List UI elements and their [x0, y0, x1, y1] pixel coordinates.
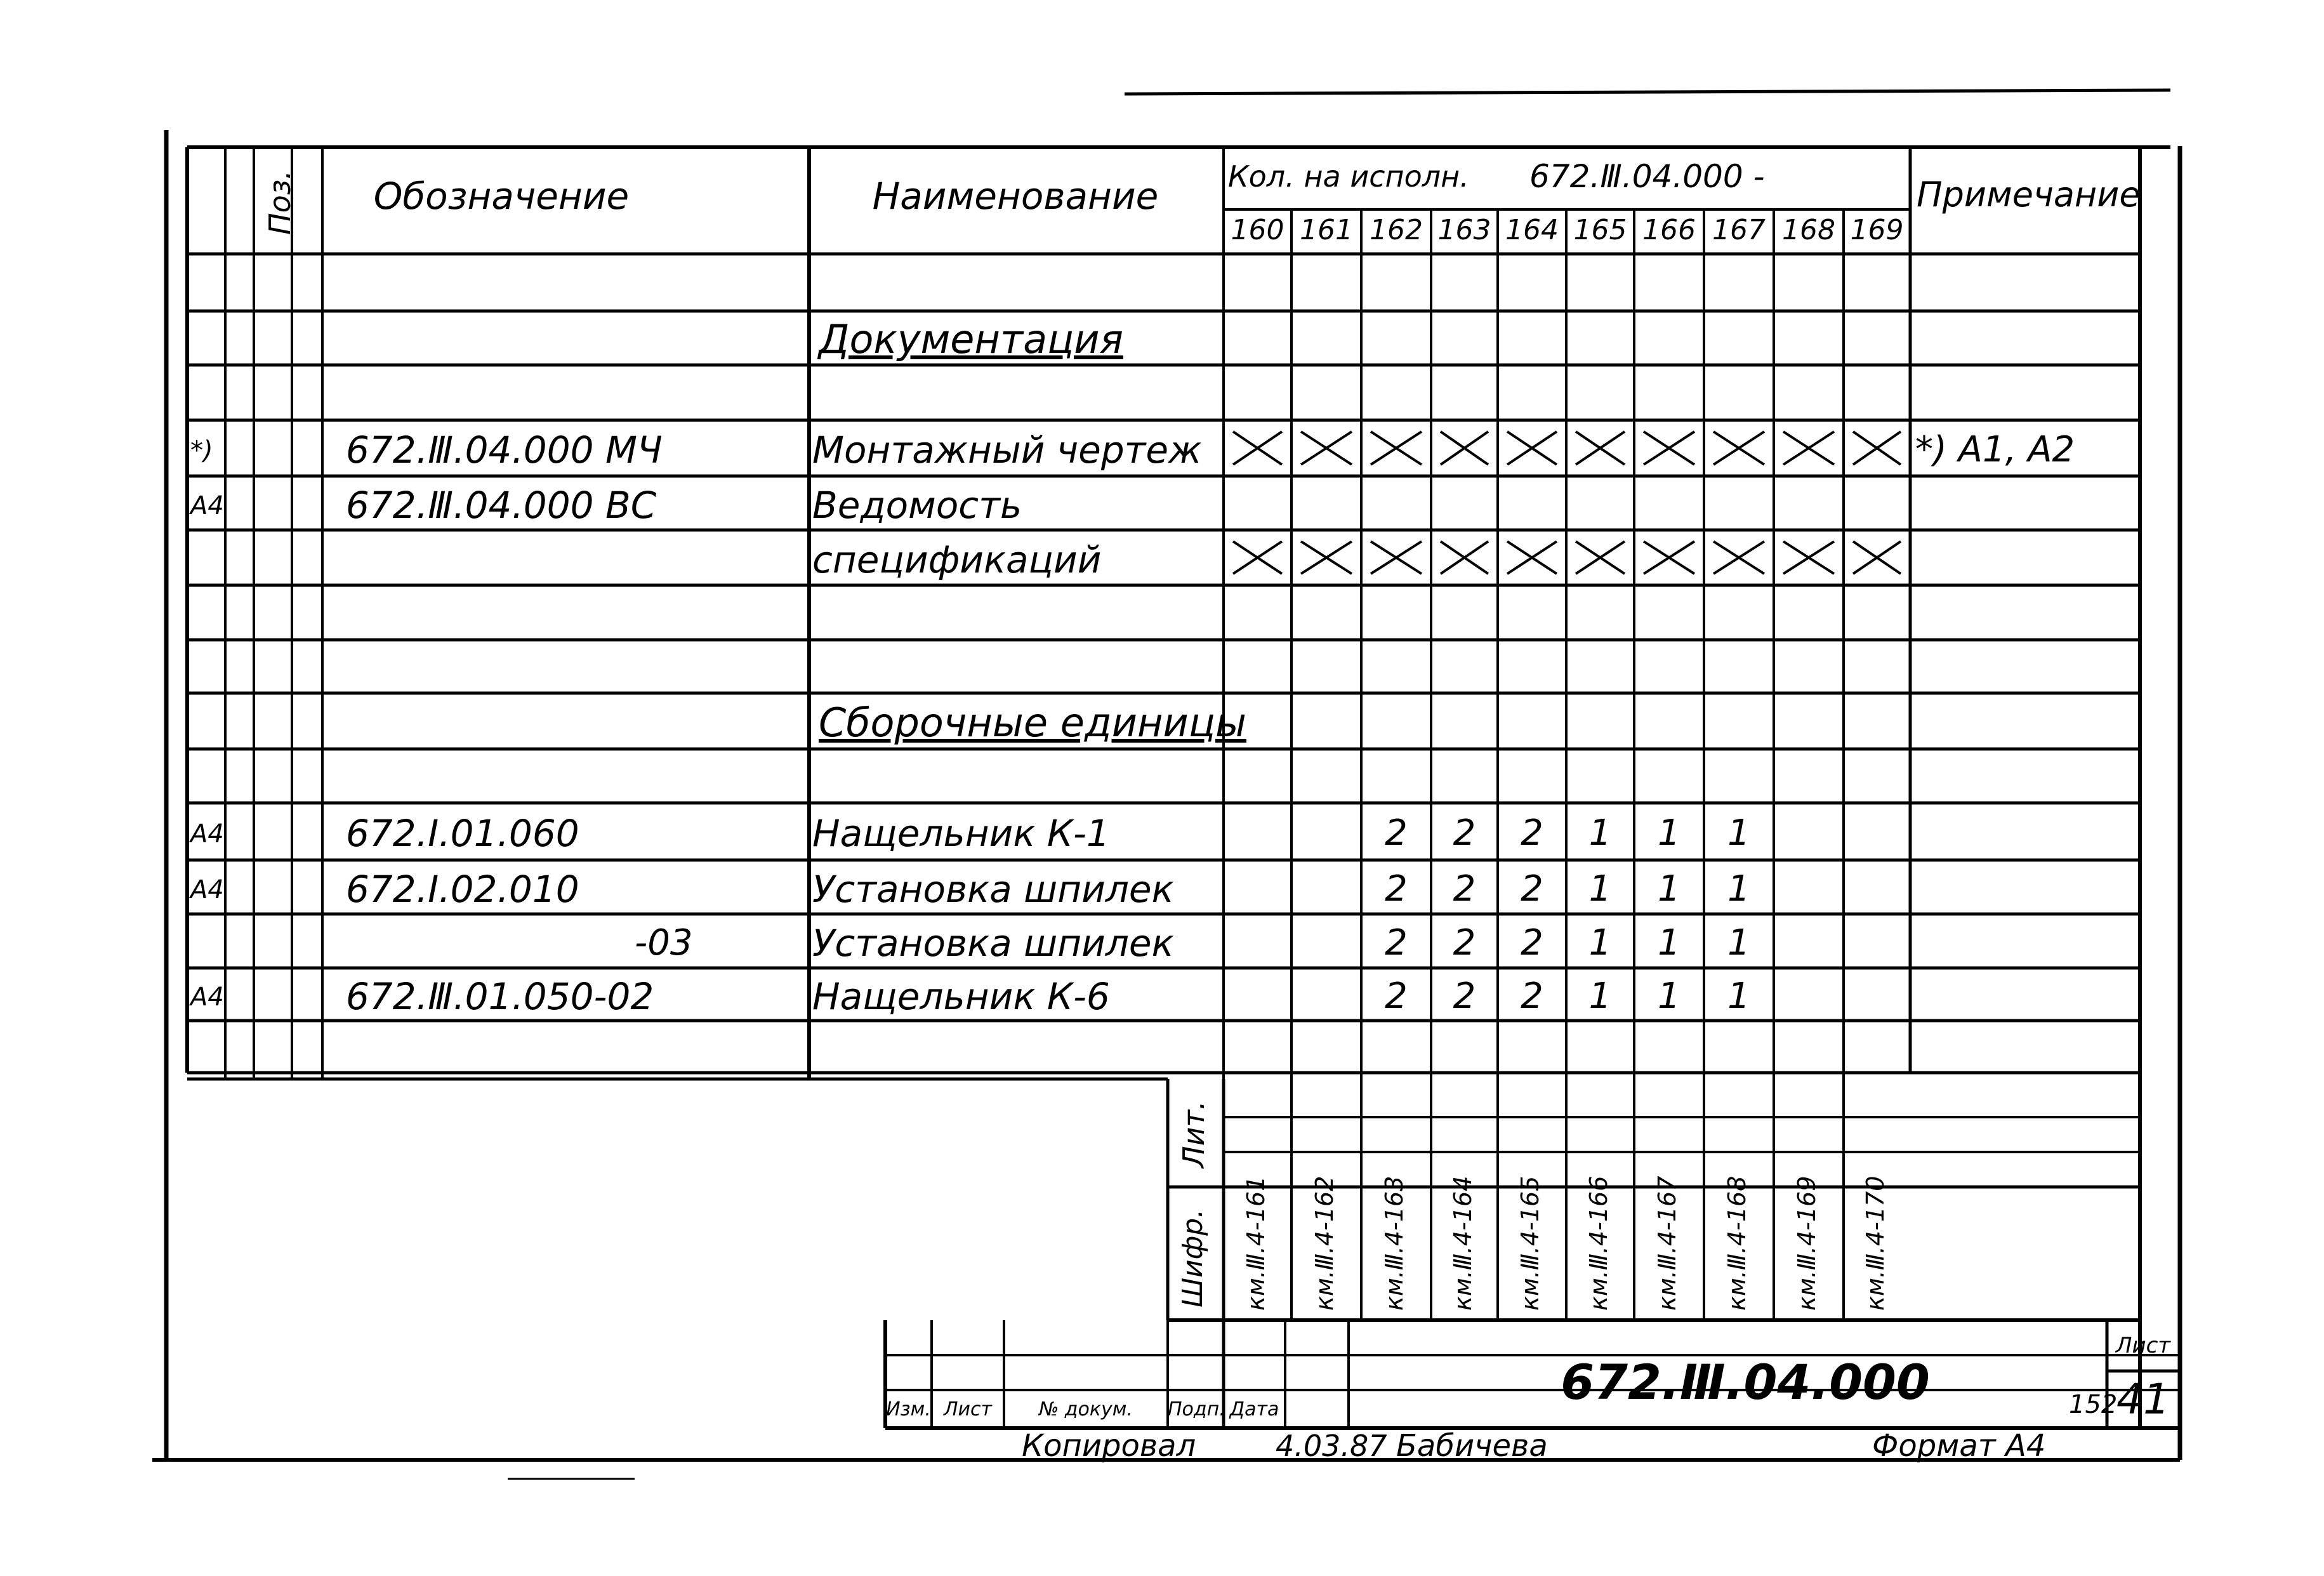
qty-value: 2	[1521, 922, 1543, 963]
row-designation: 672.Ⅰ.01.060	[346, 812, 579, 856]
document-code: 672.Ⅲ.04.000	[1561, 1354, 1930, 1411]
lit-label: Лит.	[1177, 1101, 1211, 1168]
qty-value: 1	[1588, 868, 1612, 910]
title-header-2: № докум.	[1039, 1398, 1133, 1420]
qty-value: 1	[1658, 975, 1680, 1017]
qty-value: 2	[1385, 812, 1408, 854]
qty-value: 2	[1385, 975, 1408, 1017]
variant-header-162: 162	[1370, 213, 1423, 246]
qty-value: 2	[1521, 812, 1543, 854]
cipher-label: Шифр.	[1177, 1208, 1209, 1308]
cipher-6: км.Ⅲ.4-167	[1653, 1175, 1681, 1311]
cipher-3: км.Ⅲ.4-164	[1448, 1175, 1477, 1311]
note-header: Примечание	[1917, 175, 2141, 215]
qty-value: 1	[1658, 868, 1680, 910]
top-scan-line	[1125, 90, 2170, 94]
row-name: Нащельник К-1	[812, 812, 1110, 856]
title-header-0: Изм.	[886, 1398, 931, 1420]
qty-value: 1	[1658, 812, 1680, 854]
qty-value: 2	[1453, 922, 1476, 963]
row-name: Нащельник К-6	[812, 974, 1110, 1018]
format-label: Формат А4	[1872, 1427, 2046, 1464]
row-format: А4	[190, 819, 224, 849]
row-name: Установка шпилек	[812, 867, 1174, 911]
qty-value: 1	[1727, 922, 1750, 963]
row-name: спецификаций	[812, 538, 1102, 581]
qty-value: 1	[1727, 868, 1750, 910]
copied-date: 4.03.87	[1276, 1428, 1387, 1463]
variant-header-166: 166	[1642, 213, 1696, 246]
row-name: Ведомость	[812, 483, 1022, 527]
variant-header-160: 160	[1231, 213, 1284, 246]
cipher-8: км.Ⅲ.4-169	[1793, 1175, 1821, 1311]
cipher-2: км.Ⅲ.4-163	[1380, 1175, 1408, 1311]
qty-value: 2	[1453, 868, 1476, 910]
copied-label: Копировал	[1022, 1427, 1196, 1464]
qty-value: 1	[1588, 922, 1612, 963]
row-format: *)	[190, 436, 213, 465]
row-name: Документация	[819, 316, 1123, 363]
variant-header-161: 161	[1300, 213, 1353, 246]
copied-name: Бабичева	[1396, 1427, 1548, 1464]
cipher-0: км.Ⅲ.4-161	[1241, 1175, 1270, 1311]
title-header-3: Подп.	[1168, 1398, 1225, 1420]
variant-header-164: 164	[1505, 213, 1559, 246]
qty-header-title: Кол. на исполн.	[1228, 159, 1469, 194]
row-format: А4	[190, 875, 224, 904]
qty-value: 1	[1588, 812, 1612, 854]
cipher-9: км.Ⅲ.4-170	[1861, 1175, 1889, 1311]
sheet-number: 41	[2116, 1374, 2170, 1424]
qty-value: 2	[1385, 868, 1408, 910]
variant-header-163: 163	[1437, 213, 1491, 246]
qty-value: 1	[1588, 975, 1612, 1017]
title-header-4: Дата	[1229, 1398, 1279, 1420]
variant-header-169: 169	[1850, 213, 1904, 246]
row-format: А4	[190, 982, 224, 1012]
row-designation: 672.Ⅲ.04.000 ВС	[346, 483, 657, 527]
qty-value: 1	[1658, 922, 1680, 963]
row-designation: -03	[635, 922, 693, 963]
qty-value: 2	[1385, 922, 1408, 963]
row-designation: 672.Ⅰ.02.010	[346, 867, 579, 911]
page-mark: 152	[2069, 1390, 2118, 1419]
qty-header-doc: 672.Ⅲ.04.000 -	[1529, 157, 1765, 195]
variant-header-168: 168	[1782, 213, 1835, 246]
variant-header-165: 165	[1573, 213, 1627, 246]
cipher-1: км.Ⅲ.4-162	[1311, 1175, 1338, 1311]
row-designation: 672.Ⅲ.04.000 МЧ	[346, 428, 663, 472]
qty-value: 1	[1727, 812, 1750, 854]
row-format: А4	[190, 491, 224, 520]
cipher-4: км.Ⅲ.4-165	[1516, 1175, 1544, 1311]
qty-value: 2	[1453, 975, 1476, 1017]
cipher-5: км.Ⅲ.4-166	[1584, 1175, 1613, 1311]
qty-value: 2	[1453, 812, 1476, 854]
row-name: Сборочные единицы	[819, 699, 1247, 746]
designation-header: Обозначение	[373, 175, 630, 218]
qty-value: 1	[1727, 975, 1750, 1017]
title-header-1: Лист	[943, 1398, 993, 1420]
sheet-label: Лист	[2115, 1333, 2171, 1359]
qty-value: 2	[1521, 868, 1543, 910]
qty-value: 2	[1521, 975, 1543, 1017]
cipher-7: км.Ⅲ.4-168	[1723, 1175, 1751, 1311]
row-name: Монтажный чертеж	[812, 428, 1202, 472]
name-header: Наименование	[872, 175, 1159, 218]
variant-header-167: 167	[1712, 213, 1766, 246]
pos-header: Поз.	[263, 170, 297, 235]
row-name: Установка шпилек	[812, 921, 1174, 965]
row-designation: 672.Ⅲ.01.050-02	[346, 974, 654, 1018]
row-note: *) А1, А2	[1915, 429, 2075, 471]
